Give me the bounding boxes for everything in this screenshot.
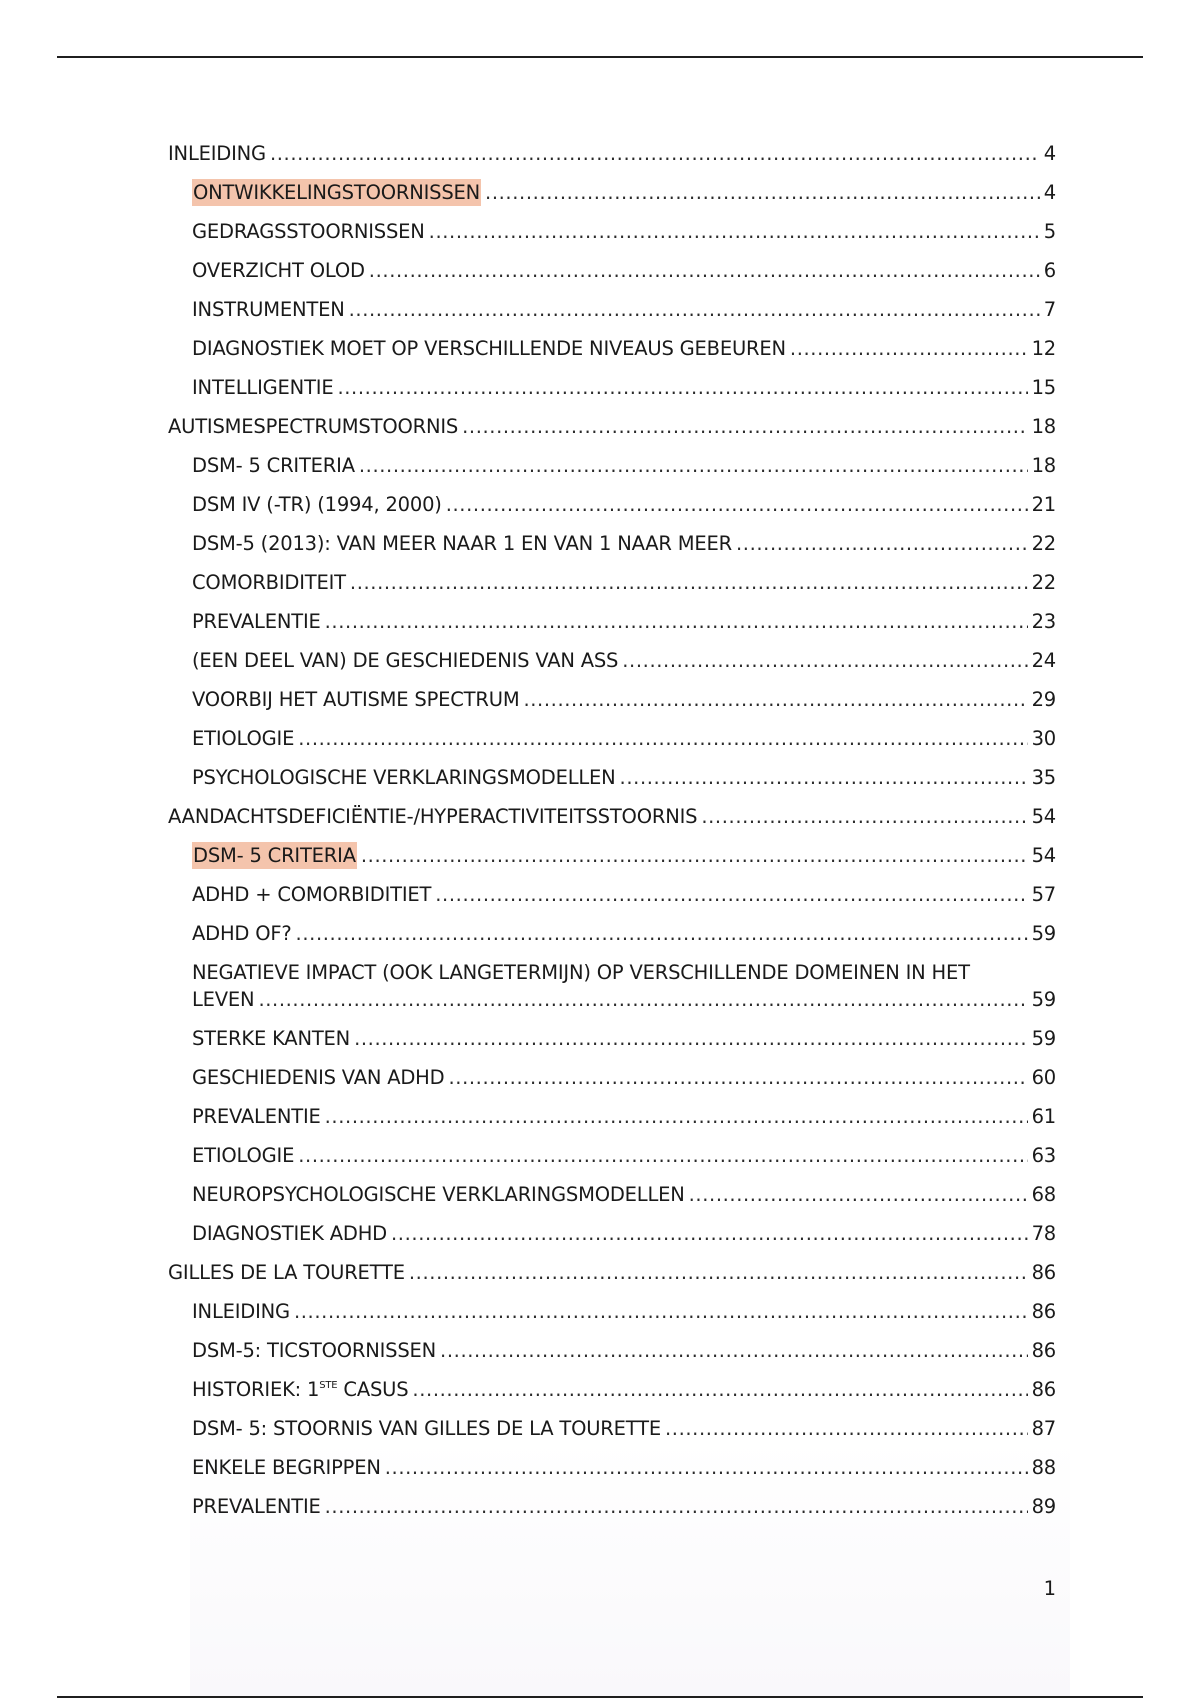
toc-entry-title[interactable]: PREVALENTIE [192, 1495, 321, 1518]
toc-entry-title[interactable]: COMORBIDITEIT [192, 571, 346, 594]
toc-entry-page[interactable]: 22 [1031, 532, 1056, 555]
toc-dot-leader [409, 1259, 1028, 1286]
toc-entry-page[interactable]: 7 [1043, 298, 1056, 321]
toc-entry-title[interactable]: DSM- 5 CRITERIA [192, 454, 355, 477]
toc-dot-leader [462, 413, 1027, 440]
toc-entry-title[interactable]: INSTRUMENTEN [192, 298, 345, 321]
toc-entry-title[interactable]: PREVALENTIE [192, 1105, 321, 1128]
toc-entry-page[interactable]: 15 [1031, 376, 1056, 399]
toc-entry-page[interactable]: 60 [1031, 1066, 1056, 1089]
toc-entry-page[interactable]: 86 [1031, 1339, 1056, 1362]
toc-entry-page[interactable]: 59 [1031, 922, 1056, 945]
toc-entry[interactable] [168, 218, 1056, 245]
toc-entry[interactable] [168, 1337, 1056, 1364]
toc-entry-page[interactable]: 63 [1031, 1144, 1056, 1167]
toc-entry-title[interactable]: DSM-5: TICSTOORNISSEN [192, 1339, 437, 1362]
toc-entry-title[interactable]: OVERZICHT OLOD [192, 259, 365, 282]
toc-dot-leader [523, 686, 1027, 713]
toc-entry[interactable] [168, 803, 1056, 830]
toc-entry[interactable] [168, 491, 1056, 518]
toc-entry[interactable] [168, 725, 1056, 752]
toc-entry-page[interactable]: 12 [1031, 337, 1056, 360]
footer-rule [57, 1696, 1143, 1698]
toc-entry-title-after: CASUS [337, 1378, 409, 1401]
toc-entry-title[interactable]: NEUROPSYCHOLOGISCHE VERKLARINGSMODELLEN [192, 1183, 685, 1206]
toc-entry[interactable] [168, 452, 1056, 479]
toc-dot-leader [325, 1493, 1028, 1520]
toc-entry[interactable] [168, 1220, 1056, 1247]
toc-entry-title[interactable]: AANDACHTSDEFICIËNTIE-/HYPERACTIVITEITSSTOORNIS [168, 805, 698, 828]
toc-entry[interactable] [168, 1493, 1056, 1520]
toc-entry-title[interactable]: ENKELE BEGRIPPEN [192, 1456, 381, 1479]
toc-dot-leader [385, 1454, 1028, 1481]
toc-entry-title[interactable]: DSM- 5: STOORNIS VAN GILLES DE LA TOURETTE [192, 1417, 661, 1440]
toc-dot-leader [701, 803, 1027, 830]
toc-dot-leader [296, 920, 1028, 947]
toc-dot-leader [258, 986, 1027, 1013]
toc-dot-leader [429, 218, 1040, 245]
toc-entry[interactable] [168, 1298, 1056, 1325]
table-of-contents [168, 140, 1056, 1532]
toc-dot-leader [361, 842, 1028, 869]
toc-entry-title[interactable]: GEDRAGSSTOORNISSEN [192, 220, 425, 243]
toc-entry-title[interactable]: DSM-5 (2013): VAN MEER NAAR 1 EN VAN 1 NAAR MEER [192, 532, 732, 555]
toc-entry-page[interactable]: 5 [1043, 220, 1056, 243]
toc-entry-page[interactable]: 54 [1031, 844, 1056, 867]
toc-entry-page[interactable]: 54 [1031, 805, 1056, 828]
toc-entry-title[interactable]: VOORBIJ HET AUTISME SPECTRUM [192, 688, 520, 711]
toc-dot-leader [349, 296, 1040, 323]
toc-entry-page[interactable]: 59 [1031, 1027, 1056, 1050]
toc-entry-page[interactable]: 86 [1031, 1261, 1056, 1284]
toc-entry-page[interactable]: 21 [1031, 493, 1056, 516]
toc-entry-title-superscript: STE [319, 1380, 338, 1391]
toc-dot-leader [440, 1337, 1028, 1364]
toc-entry[interactable] [168, 374, 1056, 401]
toc-entry-title[interactable]: NEGATIEVE IMPACT (OOK LANGETERMIJN) OP VERSCHILLENDE DOMEINEN IN HET [192, 961, 970, 984]
toc-entry[interactable] [168, 1415, 1056, 1442]
toc-entry-title[interactable]: AUTISMESPECTRUMSTOORNIS [168, 415, 459, 438]
toc-entry-page[interactable]: 30 [1031, 727, 1056, 750]
toc-entry[interactable] [168, 1376, 1056, 1403]
toc-entry-title[interactable]: ADHD OF? [192, 922, 292, 945]
toc-dot-leader [622, 647, 1027, 674]
toc-entry-page[interactable]: 6 [1043, 259, 1056, 282]
toc-entry-title-group[interactable] [192, 1376, 408, 1403]
toc-entry-title[interactable]: ONTWIKKELINGSTOORNISSEN [193, 181, 481, 204]
toc-dot-leader [354, 1025, 1028, 1052]
toc-dot-leader [359, 452, 1028, 479]
toc-entry-title[interactable]: ADHD + COMORBIDITIET [192, 883, 432, 906]
toc-entry-title[interactable]: GILLES DE LA TOURETTE [168, 1261, 405, 1284]
toc-entry-page[interactable]: 87 [1031, 1417, 1056, 1440]
toc-entry[interactable] [168, 920, 1056, 947]
toc-dot-leader [485, 179, 1040, 206]
toc-entry-title[interactable]: DIAGNOSTIEK MOET OP VERSCHILLENDE NIVEAUS GEBEUREN [192, 337, 786, 360]
toc-dot-leader [369, 257, 1040, 284]
toc-entry-page[interactable]: 23 [1031, 610, 1056, 633]
toc-entry[interactable] [168, 257, 1056, 284]
toc-dot-leader [294, 1298, 1028, 1325]
page-number: 1 [1043, 1577, 1056, 1600]
toc-entry-title: HISTORIEK: 1 [192, 1378, 320, 1401]
toc-entry[interactable] [168, 959, 1056, 1013]
toc-entry-title[interactable]: PREVALENTIE [192, 610, 321, 633]
toc-entry-title[interactable]: PSYCHOLOGISCHE VERKLARINGSMODELLEN [192, 766, 616, 789]
toc-entry-page[interactable]: 4 [1043, 181, 1056, 204]
toc-dot-leader [620, 764, 1028, 791]
toc-entry[interactable] [168, 1103, 1056, 1130]
toc-entry-page[interactable]: 35 [1031, 766, 1056, 789]
toc-dot-leader [689, 1181, 1028, 1208]
toc-dot-leader [298, 725, 1027, 752]
toc-dot-leader [790, 335, 1028, 362]
header-rule [57, 56, 1143, 58]
toc-entry-title[interactable]: DSM- 5 CRITERIA [193, 844, 356, 867]
toc-entry-title[interactable]: INTELLIGENTIE [192, 376, 334, 399]
toc-dot-leader [325, 1103, 1028, 1130]
toc-entry[interactable] [168, 335, 1056, 362]
toc-entry-title-continued[interactable]: LEVEN [192, 988, 255, 1011]
toc-dot-leader [412, 1376, 1027, 1403]
toc-entry[interactable] [168, 530, 1056, 557]
toc-dot-leader [350, 569, 1028, 596]
toc-entry-page[interactable]: 18 [1031, 415, 1056, 438]
toc-dot-leader [665, 1415, 1028, 1442]
toc-entry[interactable] [168, 608, 1056, 635]
toc-entry-page[interactable]: 86 [1031, 1378, 1056, 1401]
toc-entry[interactable] [168, 1142, 1056, 1169]
toc-entry-title[interactable]: GESCHIEDENIS VAN ADHD [192, 1066, 445, 1089]
toc-entry[interactable] [168, 1181, 1056, 1208]
toc-dot-leader [435, 881, 1027, 908]
toc-entry-title[interactable]: STERKE KANTEN [192, 1027, 351, 1050]
toc-entry-page[interactable]: 4 [1043, 142, 1056, 165]
toc-entry-page[interactable]: 18 [1031, 454, 1056, 477]
toc-entry[interactable] [168, 1454, 1056, 1481]
toc-entry-title[interactable]: INLEIDING [168, 142, 266, 165]
toc-entry[interactable] [168, 569, 1056, 596]
toc-entry-title[interactable]: (EEN DEEL VAN) DE GESCHIEDENIS VAN ASS [192, 649, 619, 672]
toc-dot-leader [736, 530, 1028, 557]
toc-entry-title[interactable]: ETIOLOGIE [192, 1144, 295, 1167]
toc-entry[interactable] [168, 296, 1056, 323]
toc-entry-page[interactable]: 57 [1031, 883, 1056, 906]
toc-entry-title[interactable]: INLEIDING [192, 1300, 290, 1323]
toc-entry[interactable] [168, 1025, 1056, 1052]
toc-entry-title[interactable]: ETIOLOGIE [192, 727, 295, 750]
toc-dot-leader [448, 1064, 1027, 1091]
toc-entry-page[interactable]: 29 [1031, 688, 1056, 711]
toc-entry-page[interactable]: 22 [1031, 571, 1056, 594]
toc-entry-page[interactable]: 89 [1031, 1495, 1056, 1518]
toc-entry-title[interactable]: DIAGNOSTIEK ADHD [192, 1222, 387, 1245]
toc-entry-page[interactable]: 78 [1031, 1222, 1056, 1245]
toc-entry[interactable] [168, 413, 1056, 440]
toc-entry-page[interactable]: 24 [1031, 649, 1056, 672]
toc-entry-page[interactable]: 61 [1031, 1105, 1056, 1128]
toc-entry[interactable] [168, 647, 1056, 674]
toc-entry-page[interactable]: 86 [1031, 1300, 1056, 1323]
toc-entry-page[interactable]: 68 [1031, 1183, 1056, 1206]
toc-entry[interactable] [168, 764, 1056, 791]
toc-entry[interactable] [168, 179, 1056, 206]
toc-entry[interactable] [168, 842, 1056, 869]
toc-entry[interactable] [168, 686, 1056, 713]
toc-entry-title[interactable]: DSM IV (-TR) (1994, 2000) [192, 493, 442, 516]
toc-dot-leader [391, 1220, 1028, 1247]
toc-dot-leader [325, 608, 1028, 635]
toc-dot-leader [298, 1142, 1027, 1169]
toc-entry-page[interactable]: 88 [1031, 1456, 1056, 1479]
toc-entry[interactable] [168, 1259, 1056, 1286]
toc-entry[interactable] [168, 140, 1056, 167]
toc-entry-page[interactable]: 59 [1031, 988, 1056, 1011]
toc-dot-leader [337, 374, 1027, 401]
toc-dot-leader [446, 491, 1028, 518]
toc-entry[interactable] [168, 1064, 1056, 1091]
toc-dot-leader [270, 140, 1040, 167]
toc-entry[interactable] [168, 881, 1056, 908]
